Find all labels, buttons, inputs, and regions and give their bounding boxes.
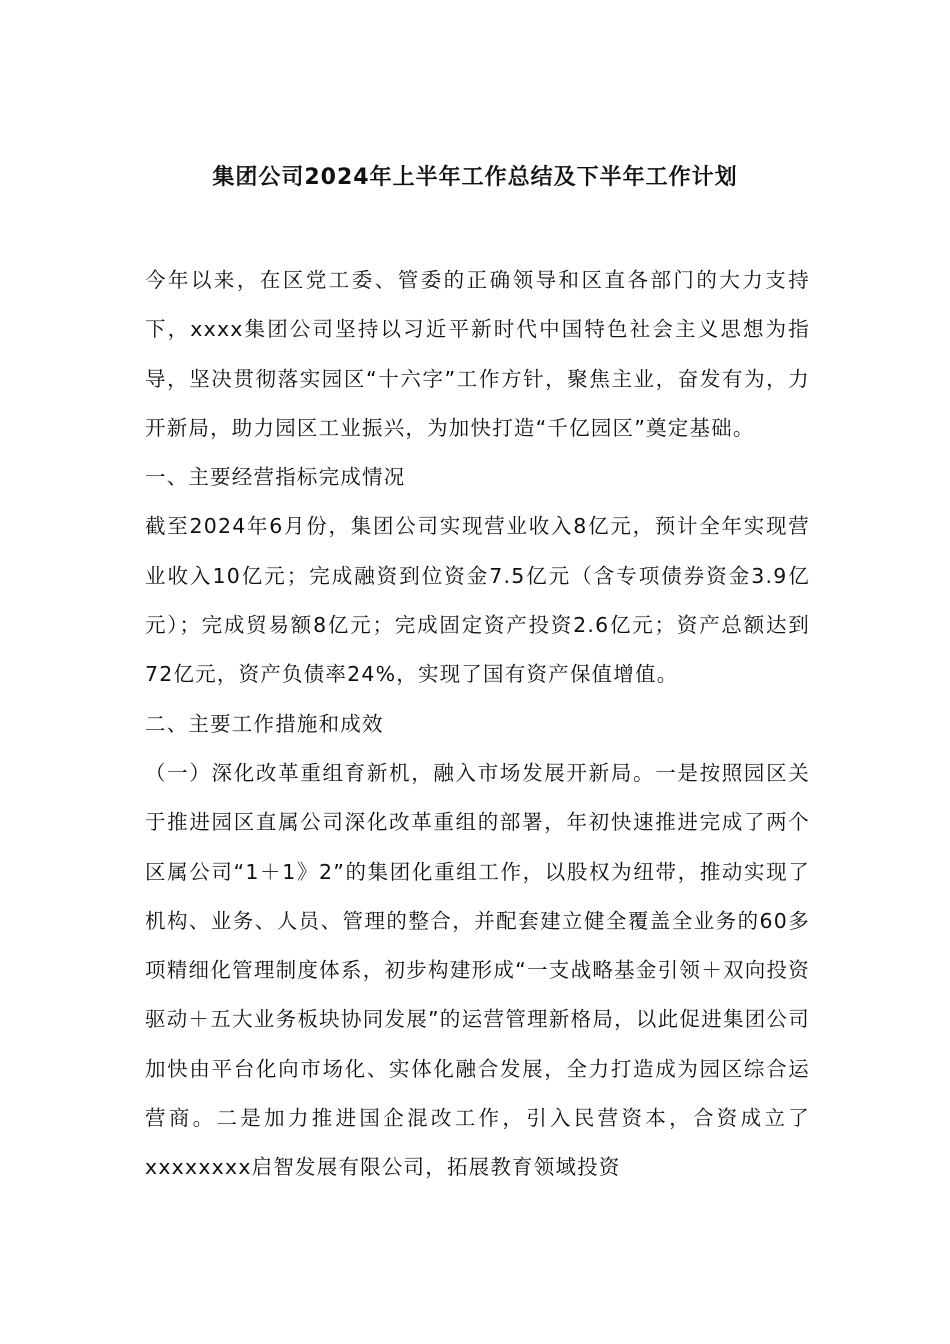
indicators-paragraph: 截至2024年6月份，集团公司实现营业收入8亿元，预计全年实现营业收入10亿元；完成融资到位资金7.5亿元（含专项债券资金3.9亿元）；完成贸易额8亿元；完成固定资产投资2.6亿元；资产总额达到72亿元，资产负债率24%，实现了国有资产保值增值。 [145,514,810,687]
document-body [145,256,810,1193]
document-title: 集团公司2024年上半年工作总结及下半年工作计划 [212,165,738,190]
section-heading-1: 一、主要经营指标完成情况 [145,465,406,490]
reform-paragraph: （一）深化改革重组育新机，融入市场发展开新局。一是按照园区关于推进园区直属公司深化改革重组的部署，年初快速推进完成了两个区属公司“1＋1》2”的集团化重组工作，以股权为纽带，推动实现了机构、业务、人员、管理的整合，并配套建立健全覆盖全业务的60多项精细化管理制度体系，初步构建形成“一支战略基金引领＋双向投资驱动＋五大业务板块协同发展”的运营管理新格局，以此促进集团公司加快由平台化向市场化、实体化融合发展，全力打造成为园区综合运营商。二是加力推进国企混改工作，引入民营资本，合资成立了xxxxxxxx启智发展有限公司，拓展教育领域投资 [145,760,810,1180]
section-heading-2: 二、主要工作措施和成效 [145,711,384,736]
intro-paragraph: 今年以来，在区党工委、管委的正确领导和区直各部门的大力支持下，xxxx集团公司坚持以习近平新时代中国特色社会主义思想为指导，坚决贯彻落实园区“十六字”工作方针，聚焦主业，奋发有为，力开新局，助力园区工业振兴，为加快打造“千亿园区”奠定基础。 [145,268,810,440]
